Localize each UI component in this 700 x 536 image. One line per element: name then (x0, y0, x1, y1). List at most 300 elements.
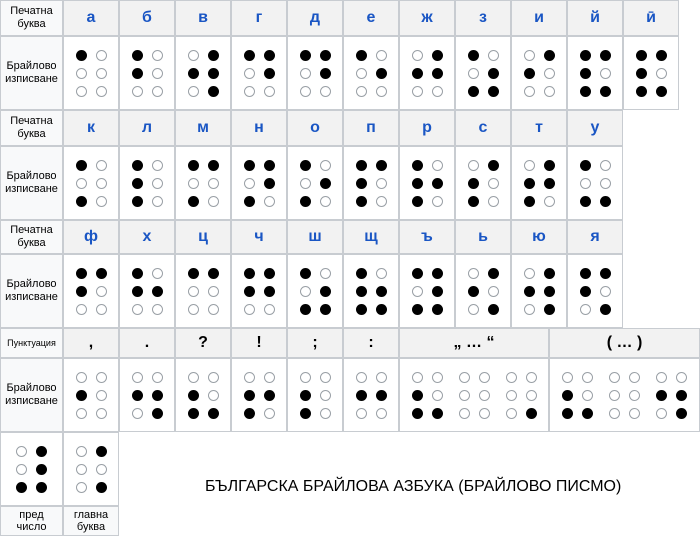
braille-dot-flat (300, 86, 311, 97)
braille-dot-flat (188, 372, 199, 383)
braille-dot-raised (432, 68, 443, 79)
braille-dot-flat (506, 372, 517, 383)
braille-dot-raised (526, 408, 537, 419)
braille-dot-flat (264, 408, 275, 419)
braille-dot-raised (432, 50, 443, 61)
braille-dot-flat (152, 196, 163, 207)
braille-dot-raised (264, 160, 275, 171)
braille-dot-flat (468, 304, 479, 315)
row-label-print-letter: Печатна буква (0, 0, 63, 36)
braille-dot-raised (544, 160, 555, 171)
braille-dot-raised (320, 286, 331, 297)
braille-dot-flat (656, 372, 667, 383)
braille-dot-raised (636, 86, 647, 97)
braille-dot-raised (132, 50, 143, 61)
braille-dot-raised (636, 68, 647, 79)
braille-dot-flat (264, 86, 275, 97)
braille-pattern (188, 50, 219, 97)
letter-cell: а (63, 0, 119, 36)
braille-dot-raised (376, 390, 387, 401)
braille-dot-raised (16, 482, 27, 493)
braille-cell (287, 146, 343, 220)
braille-dot-flat (208, 196, 219, 207)
braille-dot-raised (376, 160, 387, 171)
braille-cell (399, 254, 455, 328)
braille-dot-raised (208, 160, 219, 171)
braille-dot-raised (36, 446, 47, 457)
braille-dot-flat (208, 390, 219, 401)
braille-dot-flat (188, 178, 199, 189)
braille-dot-flat (300, 68, 311, 79)
letter-cell: ъ (399, 220, 455, 254)
braille-cell (63, 146, 119, 220)
braille-dot-flat (264, 196, 275, 207)
row-label-braille: Брайлово изписване (0, 36, 63, 110)
braille-dot-raised (432, 268, 443, 279)
braille-pattern (76, 160, 107, 207)
braille-dot-flat (412, 50, 423, 61)
braille-dot-raised (76, 50, 87, 61)
braille-dot-raised (412, 268, 423, 279)
letter-cell: р (399, 110, 455, 146)
braille-pattern (244, 50, 275, 97)
braille-dot-raised (600, 86, 611, 97)
braille-dot-flat (356, 408, 367, 419)
braille-dot-raised (636, 50, 647, 61)
braille-dot-flat (376, 408, 387, 419)
braille-dot-raised (600, 304, 611, 315)
braille-dot-flat (656, 408, 667, 419)
braille-dot-flat (208, 372, 219, 383)
braille-dot-flat (600, 178, 611, 189)
braille-dot-flat (244, 86, 255, 97)
braille-dot-raised (524, 286, 535, 297)
braille-dot-raised (96, 268, 107, 279)
braille-dot-raised (580, 196, 591, 207)
braille-dot-flat (580, 304, 591, 315)
braille-dot-flat (600, 160, 611, 171)
braille-pattern (506, 372, 537, 419)
braille-dot-flat (488, 50, 499, 61)
braille-pattern (468, 268, 499, 315)
braille-dot-flat (468, 268, 479, 279)
braille-dot-flat (656, 68, 667, 79)
braille-dot-flat (320, 196, 331, 207)
braille-dot-flat (264, 304, 275, 315)
braille-dot-flat (609, 408, 620, 419)
braille-dot-flat (320, 372, 331, 383)
punctuation-braille-cell (399, 358, 549, 432)
braille-dot-flat (76, 464, 87, 475)
braille-cell (399, 146, 455, 220)
braille-cell (567, 36, 623, 110)
braille-dot-flat (152, 178, 163, 189)
braille-dot-flat (300, 178, 311, 189)
braille-dot-raised (132, 178, 143, 189)
braille-dot-raised (356, 268, 367, 279)
braille-cell (175, 254, 231, 328)
letter-cell: ф (63, 220, 119, 254)
braille-dot-raised (244, 50, 255, 61)
braille-dot-flat (96, 178, 107, 189)
braille-cell (511, 36, 567, 110)
braille-dot-flat (432, 390, 443, 401)
braille-dot-raised (188, 408, 199, 419)
braille-dot-raised (132, 390, 143, 401)
braille-dot-flat (152, 50, 163, 61)
braille-dot-flat (412, 372, 423, 383)
braille-dot-flat (76, 446, 87, 457)
punctuation-symbol: , (63, 328, 119, 358)
braille-dot-flat (76, 408, 87, 419)
braille-dot-raised (488, 160, 499, 171)
braille-dot-flat (320, 408, 331, 419)
braille-dot-raised (488, 68, 499, 79)
letter-cell: б (119, 0, 175, 36)
braille-dot-flat (152, 68, 163, 79)
letter-cell: л (119, 110, 175, 146)
braille-pattern (300, 50, 331, 97)
letter-cell: к (63, 110, 119, 146)
letter-cell: я (567, 220, 623, 254)
braille-dot-raised (356, 160, 367, 171)
braille-dot-raised (264, 286, 275, 297)
braille-dot-flat (188, 286, 199, 297)
letter-cell: ӣ (623, 0, 679, 36)
braille-dot-raised (132, 160, 143, 171)
braille-dot-raised (76, 286, 87, 297)
braille-dot-raised (656, 50, 667, 61)
braille-dot-flat (376, 372, 387, 383)
braille-cell (455, 36, 511, 110)
braille-cell (623, 36, 679, 110)
letter-cell: й (567, 0, 623, 36)
braille-pattern (300, 160, 331, 207)
braille-dot-flat (76, 304, 87, 315)
braille-dot-raised (188, 390, 199, 401)
braille-pattern (609, 372, 640, 419)
braille-dot-raised (656, 390, 667, 401)
braille-cell (119, 36, 175, 110)
letter-cell: е (343, 0, 399, 36)
braille-dot-raised (152, 408, 163, 419)
braille-dot-raised (76, 196, 87, 207)
braille-dot-raised (300, 304, 311, 315)
braille-cell (287, 254, 343, 328)
letter-cell: ц (175, 220, 231, 254)
braille-dot-raised (132, 286, 143, 297)
braille-cell (455, 146, 511, 220)
braille-dot-flat (96, 390, 107, 401)
braille-dot-flat (412, 86, 423, 97)
braille-dot-raised (320, 304, 331, 315)
row-label-punctuation: Пунктуация (0, 328, 63, 358)
braille-pattern (188, 268, 219, 315)
braille-dot-flat (609, 390, 620, 401)
braille-dot-flat (152, 86, 163, 97)
braille-dot-flat (376, 86, 387, 97)
letter-cell: о (287, 110, 343, 146)
braille-cell (343, 36, 399, 110)
braille-dot-flat (582, 372, 593, 383)
braille-dot-flat (264, 372, 275, 383)
special-sign-label: пред число (0, 506, 63, 536)
braille-dot-raised (356, 390, 367, 401)
braille-dot-raised (488, 304, 499, 315)
braille-pattern (459, 372, 490, 419)
braille-dot-flat (506, 390, 517, 401)
braille-dot-flat (524, 86, 535, 97)
braille-dot-raised (524, 68, 535, 79)
braille-dot-raised (320, 50, 331, 61)
braille-dot-raised (600, 50, 611, 61)
braille-dot-raised (96, 482, 107, 493)
braille-dot-raised (544, 286, 555, 297)
braille-dot-flat (580, 178, 591, 189)
row-label-print-letter: Печатна буква (0, 110, 63, 146)
letter-cell: м (175, 110, 231, 146)
braille-dot-flat (609, 372, 620, 383)
braille-dot-raised (412, 408, 423, 419)
braille-dot-raised (300, 196, 311, 207)
braille-pattern (132, 372, 163, 419)
braille-dot-raised (562, 390, 573, 401)
letter-cell: з (455, 0, 511, 36)
braille-dot-flat (320, 390, 331, 401)
braille-dot-flat (468, 160, 479, 171)
punctuation-braille-cell (175, 358, 231, 432)
braille-dot-raised (264, 50, 275, 61)
braille-dot-raised (412, 304, 423, 315)
punctuation-braille-cell (119, 358, 175, 432)
braille-pattern (636, 50, 667, 97)
braille-dot-flat (526, 390, 537, 401)
braille-dot-raised (208, 86, 219, 97)
braille-pattern (580, 50, 611, 97)
braille-cell (175, 146, 231, 220)
braille-pattern (412, 160, 443, 207)
braille-dot-flat (96, 86, 107, 97)
braille-dot-flat (524, 50, 535, 61)
braille-dot-raised (656, 86, 667, 97)
braille-dot-flat (544, 68, 555, 79)
braille-dot-flat (152, 304, 163, 315)
braille-dot-flat (188, 304, 199, 315)
braille-dot-flat (96, 50, 107, 61)
row-label-braille: Брайлово изписване (0, 358, 63, 432)
punctuation-symbol: ( … ) (549, 328, 700, 358)
letter-cell: и (511, 0, 567, 36)
braille-dot-raised (188, 196, 199, 207)
special-sign-braille-cell (0, 432, 63, 506)
braille-dot-flat (356, 68, 367, 79)
braille-dot-raised (264, 178, 275, 189)
braille-pattern (132, 268, 163, 315)
braille-cell (175, 36, 231, 110)
braille-pattern (356, 372, 387, 419)
braille-dot-flat (132, 86, 143, 97)
braille-dot-raised (320, 178, 331, 189)
braille-dot-flat (208, 304, 219, 315)
letter-cell: щ (343, 220, 399, 254)
braille-dot-raised (208, 268, 219, 279)
braille-dot-flat (432, 160, 443, 171)
braille-dot-flat (506, 408, 517, 419)
letter-cell: ч (231, 220, 287, 254)
braille-dot-flat (96, 304, 107, 315)
braille-dot-raised (376, 304, 387, 315)
braille-pattern (524, 160, 555, 207)
braille-dot-flat (459, 390, 470, 401)
row-label-print-letter: Печатна буква (0, 220, 63, 254)
table-caption: БЪЛГАРСКА БРАЙЛОВА АЗБУКА (БРАЙЛОВО ПИСМО) (205, 478, 622, 495)
braille-dot-raised (432, 178, 443, 189)
braille-dot-raised (580, 286, 591, 297)
braille-dot-flat (376, 196, 387, 207)
braille-dot-flat (488, 178, 499, 189)
braille-pattern (244, 268, 275, 315)
braille-dot-flat (432, 86, 443, 97)
row-label-braille: Брайлово изписване (0, 254, 63, 328)
braille-dot-raised (412, 178, 423, 189)
braille-dot-raised (544, 178, 555, 189)
braille-cell (119, 146, 175, 220)
braille-dot-flat (96, 160, 107, 171)
braille-dot-raised (244, 390, 255, 401)
braille-dot-flat (152, 372, 163, 383)
punctuation-symbol: ? (175, 328, 231, 358)
braille-dot-raised (152, 286, 163, 297)
braille-dot-raised (36, 482, 47, 493)
braille-dot-raised (562, 408, 573, 419)
braille-dot-flat (629, 408, 640, 419)
braille-dot-raised (300, 390, 311, 401)
braille-dot-flat (96, 286, 107, 297)
braille-dot-flat (526, 372, 537, 383)
braille-dot-raised (468, 86, 479, 97)
braille-dot-raised (676, 390, 687, 401)
braille-pattern (468, 160, 499, 207)
braille-dot-flat (96, 464, 107, 475)
braille-dot-raised (412, 196, 423, 207)
braille-dot-flat (188, 50, 199, 61)
braille-dot-flat (582, 390, 593, 401)
braille-dot-flat (132, 372, 143, 383)
braille-dot-flat (629, 372, 640, 383)
braille-dot-flat (188, 86, 199, 97)
braille-dot-raised (582, 408, 593, 419)
braille-dot-flat (468, 68, 479, 79)
braille-dot-raised (76, 160, 87, 171)
braille-dot-raised (600, 268, 611, 279)
letter-cell: с (455, 110, 511, 146)
braille-dot-raised (580, 50, 591, 61)
braille-dot-flat (479, 390, 490, 401)
braille-dot-raised (208, 68, 219, 79)
braille-dot-flat (16, 464, 27, 475)
braille-pattern (244, 160, 275, 207)
braille-cell (231, 254, 287, 328)
braille-pattern (76, 50, 107, 97)
braille-dot-flat (244, 68, 255, 79)
punctuation-symbol: ; (287, 328, 343, 358)
braille-dot-flat (524, 268, 535, 279)
braille-dot-flat (76, 86, 87, 97)
letter-cell: х (119, 220, 175, 254)
braille-dot-raised (600, 196, 611, 207)
special-sign-label: главна буква (63, 506, 119, 536)
punctuation-braille-cell (63, 358, 119, 432)
braille-dot-flat (16, 446, 27, 457)
braille-dot-raised (580, 268, 591, 279)
braille-dot-flat (524, 160, 535, 171)
braille-dot-raised (244, 286, 255, 297)
braille-dot-raised (580, 86, 591, 97)
letter-cell: г (231, 0, 287, 36)
braille-cell (63, 254, 119, 328)
letter-cell: в (175, 0, 231, 36)
braille-dot-raised (412, 160, 423, 171)
punctuation-braille-cell (549, 358, 700, 432)
braille-dot-raised (488, 86, 499, 97)
braille-dot-flat (76, 68, 87, 79)
braille-cell (399, 36, 455, 110)
braille-pattern (244, 372, 275, 419)
braille-dot-flat (76, 178, 87, 189)
braille-dot-raised (488, 268, 499, 279)
braille-pattern (132, 160, 163, 207)
braille-dot-raised (188, 68, 199, 79)
braille-dot-flat (562, 372, 573, 383)
braille-pattern (412, 268, 443, 315)
braille-pattern (656, 372, 687, 419)
row-label-braille: Брайлово изписване (0, 146, 63, 220)
braille-dot-raised (544, 304, 555, 315)
braille-dot-flat (432, 372, 443, 383)
braille-dot-flat (152, 268, 163, 279)
braille-dot-flat (488, 196, 499, 207)
braille-dot-raised (676, 408, 687, 419)
braille-dot-raised (356, 196, 367, 207)
braille-dot-raised (96, 446, 107, 457)
braille-dot-flat (300, 286, 311, 297)
braille-dot-raised (244, 268, 255, 279)
braille-pattern (562, 372, 593, 419)
braille-pattern (580, 268, 611, 315)
braille-dot-flat (432, 196, 443, 207)
letter-cell: д (287, 0, 343, 36)
braille-dot-flat (152, 160, 163, 171)
letter-cell: ш (287, 220, 343, 254)
braille-dot-flat (96, 408, 107, 419)
braille-dot-flat (96, 372, 107, 383)
braille-dot-raised (264, 68, 275, 79)
braille-cell (63, 36, 119, 110)
braille-dot-flat (132, 408, 143, 419)
letter-cell: н (231, 110, 287, 146)
braille-dot-raised (132, 268, 143, 279)
braille-dot-flat (320, 86, 331, 97)
braille-dot-flat (244, 178, 255, 189)
braille-cell (231, 36, 287, 110)
braille-dot-flat (524, 304, 535, 315)
braille-dot-raised (300, 160, 311, 171)
punctuation-symbol: „ … “ (399, 328, 549, 358)
braille-dot-flat (76, 482, 87, 493)
braille-pattern (524, 268, 555, 315)
braille-pattern (412, 50, 443, 97)
braille-dot-flat (479, 372, 490, 383)
